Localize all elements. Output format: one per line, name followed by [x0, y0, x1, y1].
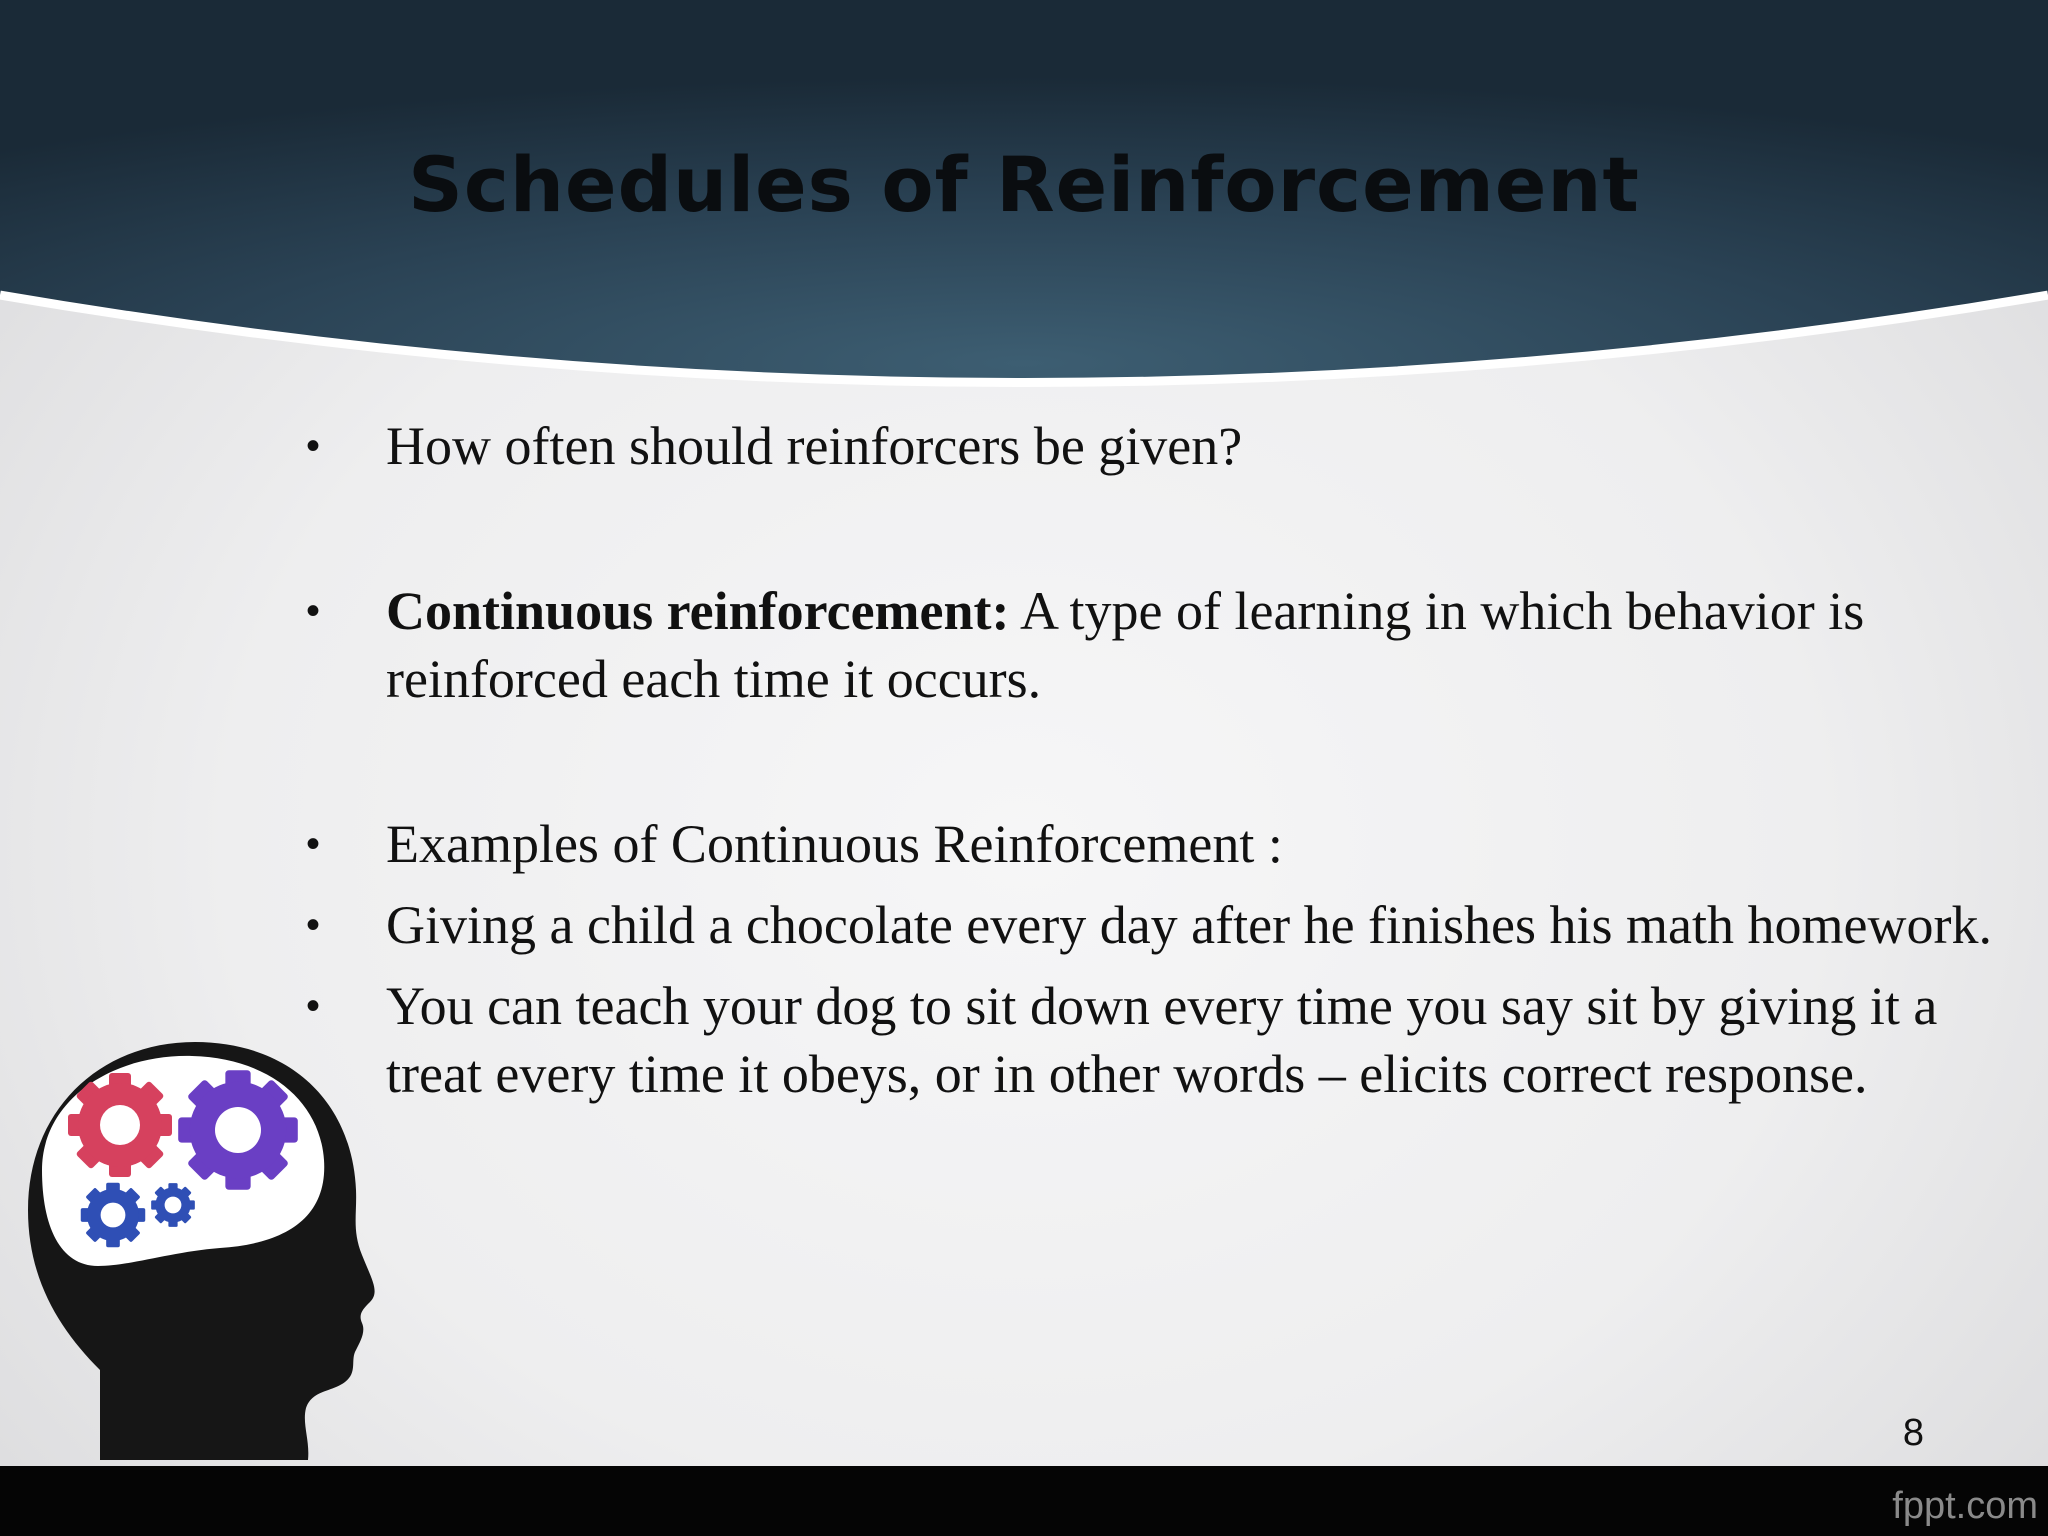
- footer-bar: [0, 1466, 2048, 1536]
- bullet-marker: •: [306, 424, 321, 468]
- bullet-marker: •: [306, 822, 321, 866]
- bullet-text: You can teach your dog to sit down every time you say sit by giving it a treat every time it obeys, or in other words – elicits correct response.: [386, 976, 1938, 1104]
- bullet-term: Continuous reinforcement:: [386, 581, 1010, 641]
- bullet-marker: •: [306, 589, 321, 633]
- bullet-text: How often should reinforcers be given?: [386, 416, 1243, 476]
- page-number: 8: [1902, 1412, 1924, 1454]
- bullet-item: [300, 577, 2000, 713]
- bullet-text: A type of learning in which behavior is reinforced each time it occurs.: [386, 581, 1865, 709]
- bullet-marker: •: [306, 903, 321, 947]
- bullet-item: [300, 810, 2000, 878]
- head-with-gears-icon: [20, 1030, 390, 1470]
- bullet-item: [300, 412, 2000, 480]
- bullet-item: [300, 891, 2000, 959]
- brand-watermark: fppt.com: [1892, 1485, 2038, 1527]
- bullet-text: Examples of Continuous Reinforcement :: [386, 814, 1283, 874]
- slide-title: Schedules of Reinforcement: [408, 140, 1640, 229]
- bullet-item: [300, 972, 2000, 1108]
- bullet-text: Giving a child a chocolate every day after he finishes his math homework.: [386, 895, 1992, 955]
- bullet-marker: •: [306, 984, 321, 1028]
- bullet-list: [300, 412, 2000, 1108]
